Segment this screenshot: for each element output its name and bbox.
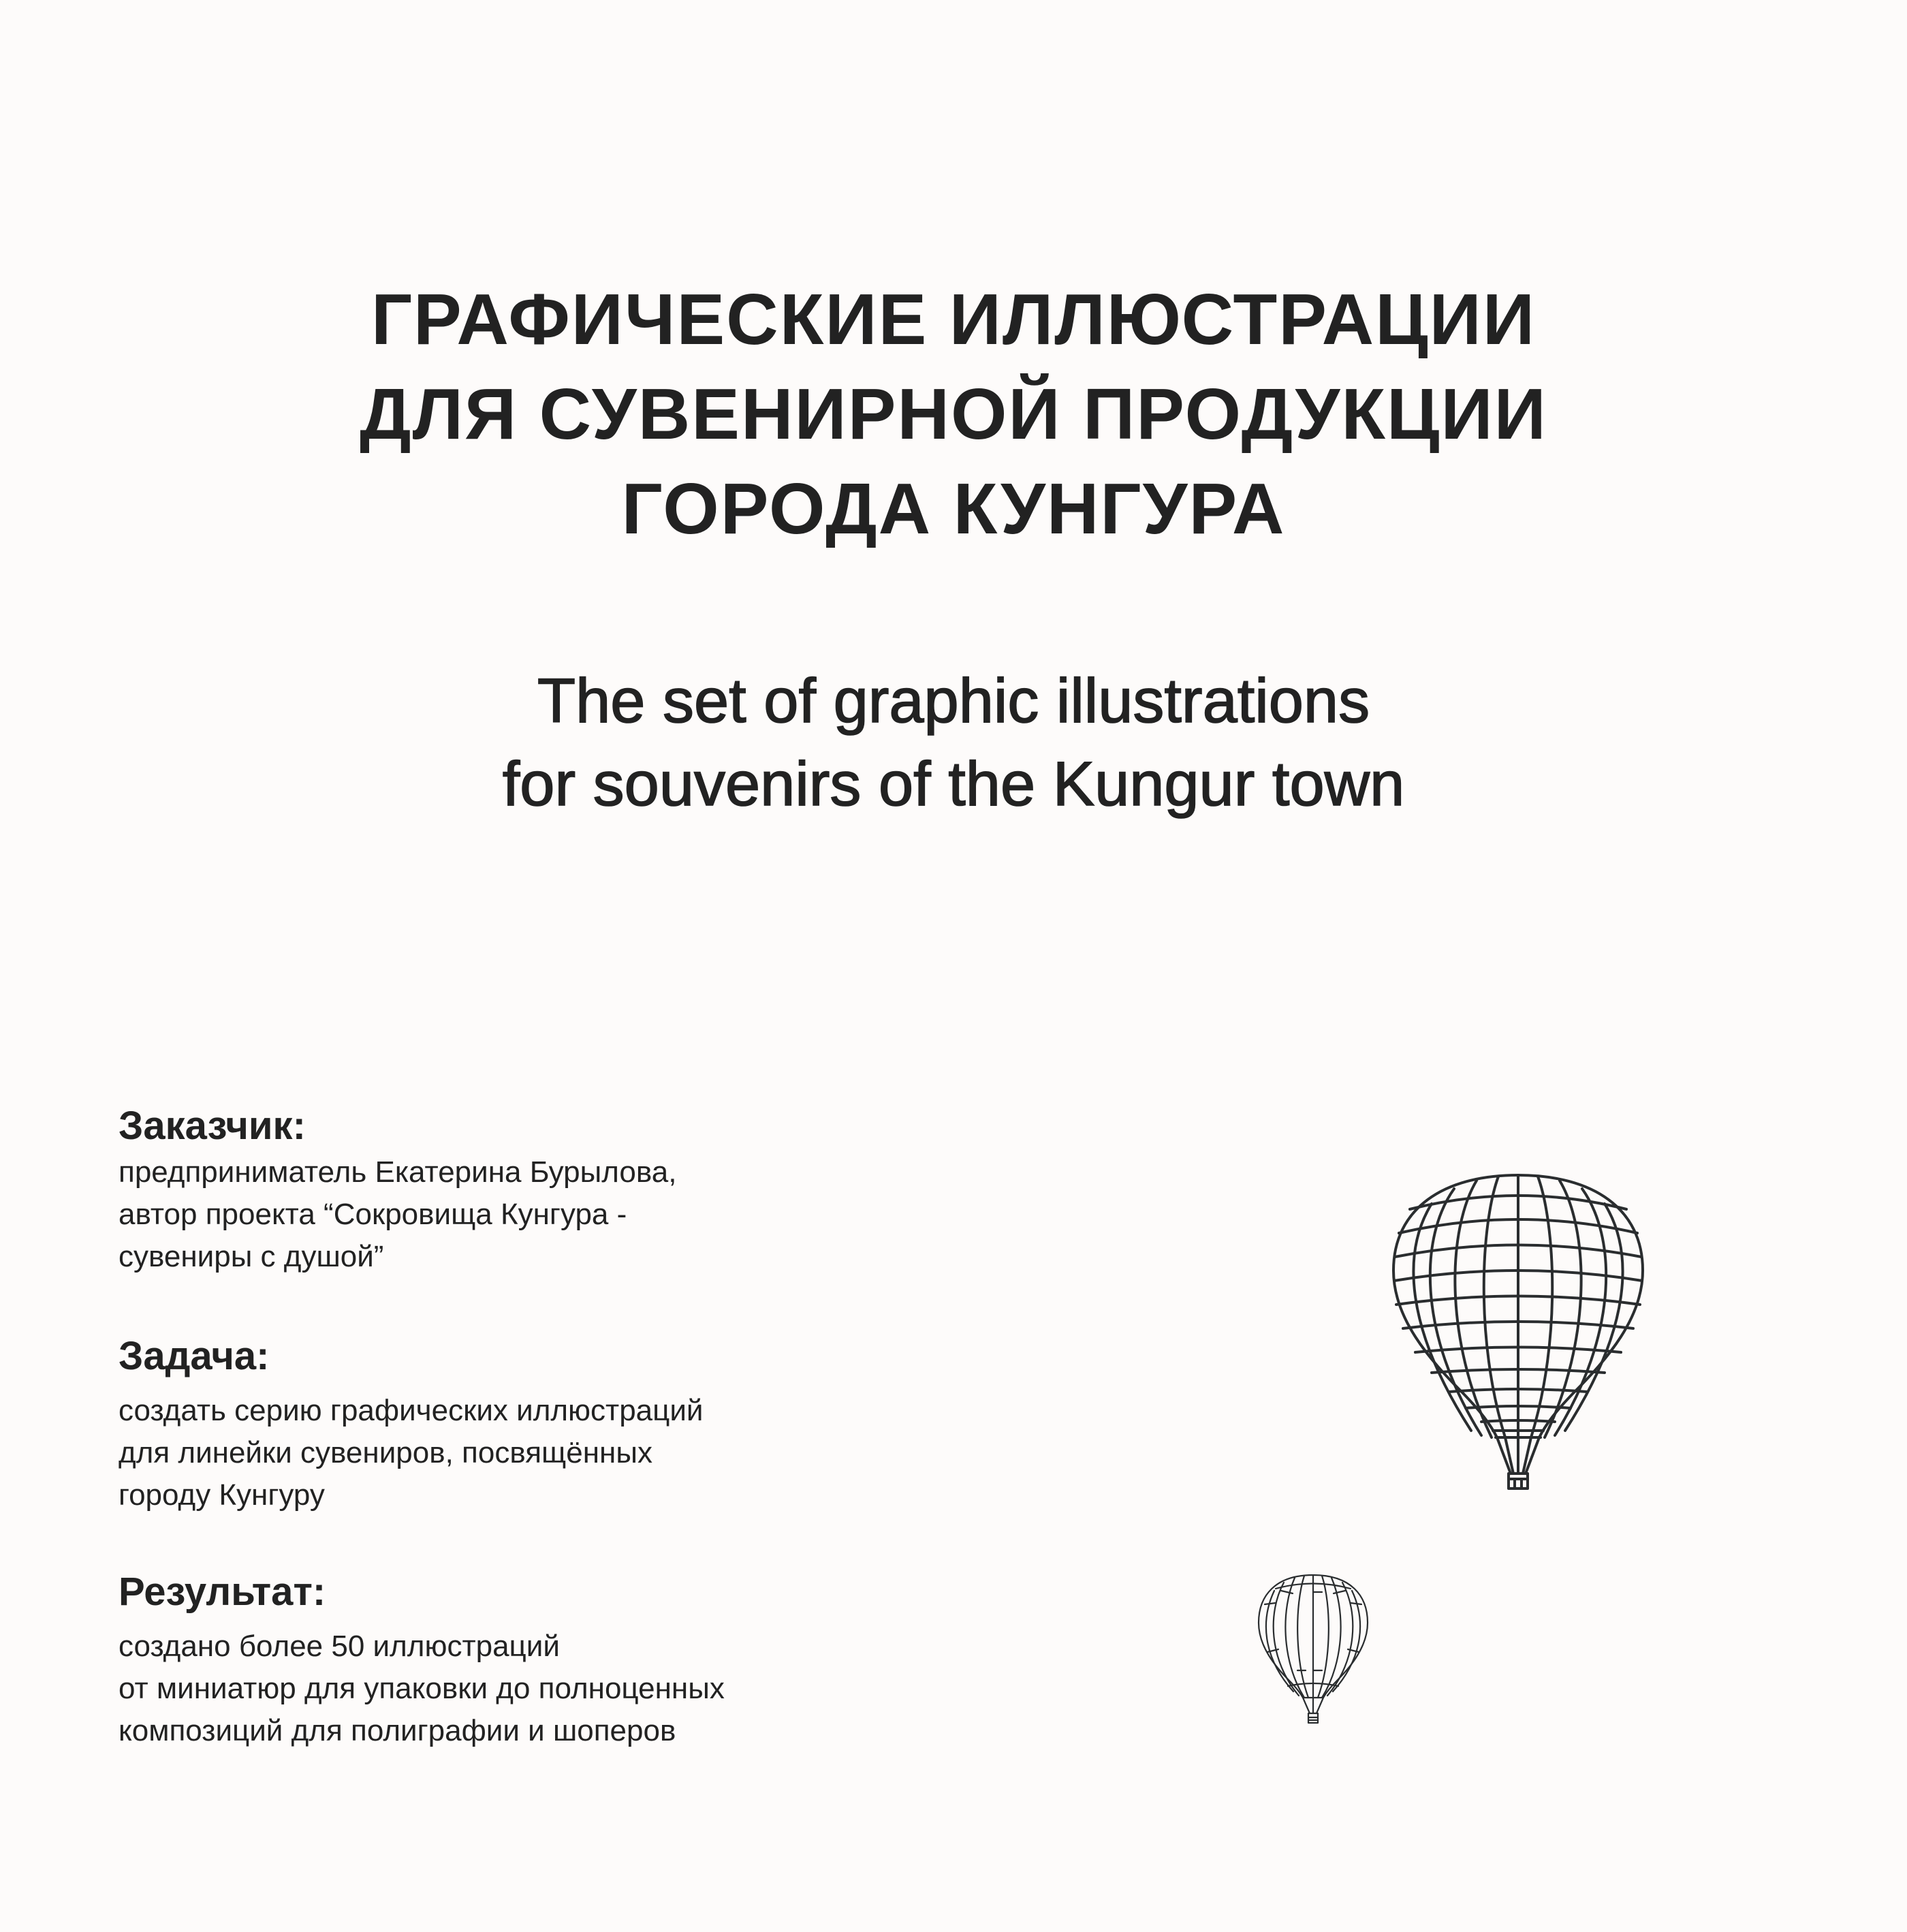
result-section	[119, 1568, 936, 1752]
text-line: предприниматель Екатерина Бурылова,	[119, 1155, 677, 1189]
hot-air-balloon-large-icon	[1389, 1168, 1647, 1502]
result-description	[119, 1625, 936, 1752]
client-section	[119, 1102, 936, 1278]
subtitle-line: The set of graphic illustrations	[537, 666, 1370, 736]
title-line: ГОРОДА КУНГУРА	[621, 469, 1286, 549]
hot-air-balloon-small-icon	[1255, 1572, 1371, 1728]
text-line: создано более 50 иллюстраций	[119, 1630, 560, 1663]
client-heading: Заказчик:	[119, 1104, 306, 1148]
title-line: ГРАФИЧЕСКИЕ ИЛЛЮСТРАЦИИ	[371, 279, 1536, 360]
task-section	[119, 1333, 936, 1516]
text-line: создать серию графических иллюстраций	[119, 1394, 704, 1427]
task-description	[119, 1390, 936, 1516]
page-subtitle	[0, 659, 1907, 826]
text-line: городу Кунгуру	[119, 1478, 325, 1512]
text-line: композиций для полиграфии и шоперов	[119, 1714, 676, 1747]
subtitle-line: for souvenirs of the Kungur town	[502, 749, 1405, 819]
text-line: сувениры с душой”	[119, 1240, 384, 1273]
task-heading: Задача:	[119, 1334, 270, 1378]
result-heading: Результат:	[119, 1570, 326, 1614]
title-line: ДЛЯ СУВЕНИРНОЙ ПРОДУКЦИИ	[360, 374, 1547, 454]
client-description	[119, 1151, 936, 1278]
text-line: для линейки сувениров, посвящённых	[119, 1436, 652, 1469]
text-line: от миниатюр для упаковки до полноценных	[119, 1672, 725, 1705]
text-line: автор проекта “Сокровища Кунгура -	[119, 1198, 627, 1231]
page-title	[0, 272, 1907, 557]
